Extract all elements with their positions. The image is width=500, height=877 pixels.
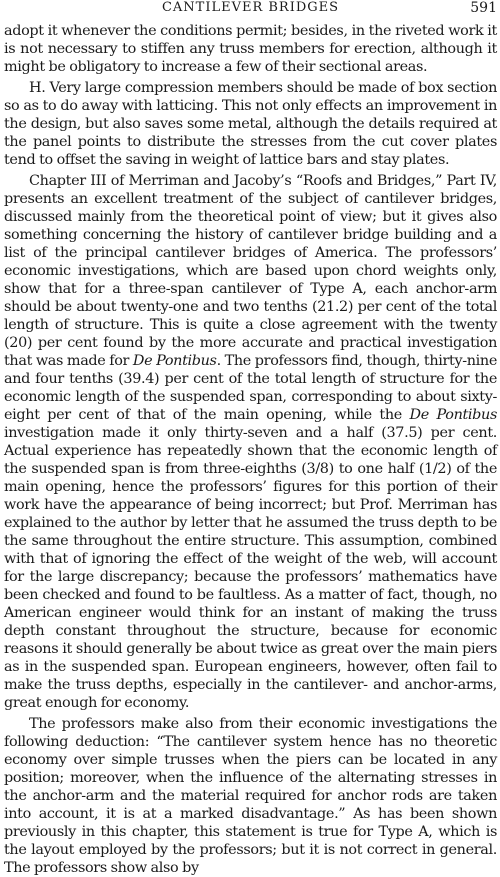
text-run: adopt it whenever the conditions permit; besides, in the riveted work it is not necessary to stiffen any truss members for erection, although it might be obligatory to increase a few of their sectional areas. (4, 23, 497, 75)
paragraph-continued-paragraph (4, 22, 497, 76)
text-run: investigation made it only thirty-seven and a half (37.5) per cent. Actual experience has repeatedly shown that the economic length of the suspended span is from three-eighths (3/8) to one half (1/2) of the main opening, hence the professors’ figures for this portion of their work have the appearance of being incorrect; but Prof. Merriman has explained to the author by letter that he assumed the truss depth to be the same throughout the entire structure. This assumption, combined with that of ignoring the effect of the weight of the web, will account for the large discrepancy; because the professors’ mathematics have been checked and found to be faultless. As a matter of fact, though, no American engineer would think for an instant of making the truss depth constant throughout the structure, because for economic reasons it should generally be about twice as great over the main piers as in the suspended span. European engineers, however, often fail to make the truss depths, especially in the cantilever- and anchor-arms, great enough for economy. (4, 425, 497, 711)
text-run: The professors make also from their economic investigations the following deduction: “The cantilever system hence has no theoretic economy over simple trusses when the piers can be located in any position; moreover, when the influence of the alternating stresses in the anchor-arm and the material required for anchor rods are taken into account, it is at a marked disadvantage.” As has been shown previously in this chapter, this statement is true for Type A, which is the layout employed by the professors; but it is not correct in general. The professors show also by (4, 716, 497, 876)
page-number: 591 (470, 0, 497, 16)
text-run: . The professors find, though, thirty-nine and four tenths (39.4) per cent of the total length of structure for the economic length of the suspended span, corresponding to about sixty-eight per cent of that of the main opening, while the (4, 353, 497, 423)
text-run: Chapter III of Merriman and Jacoby’s “Roofs and Bridges,” Part IV, presents an excellent treatment of the subject of cantilever bridges, discussed mainly from the theoretical point of view; but it gives also something concerning the history of cantilever bridge building and a list of the principal cantilever bridges of America. The professors’ economic investigations, which are based upon chord weights only, show that for a three-span cantilever of Type A, each anchor-arm should be about twenty-one and two tenths (21.2) per cent of the total length of structure. This is quite a close agreement with the twenty (20) per cent found by the more accurate and practical investigation that was made for (4, 173, 497, 369)
paragraph-paragraph-merriman (4, 172, 497, 712)
body-text (4, 22, 497, 877)
running-title: CANTILEVER BRIDGES (161, 0, 340, 15)
text-run: H. Very large compression members should be made of box section so as to do away with latticing. This not only effects an improvement in the design, but also saves some metal, although the details required at the panel points to distribute the stresses from the cut cover plates tend to offset the saving in weight of lattice bars and stay plates. (4, 80, 497, 168)
italic-title: De Pontibus (132, 353, 217, 369)
italic-title: De Pontibus (409, 407, 497, 423)
running-header (4, 0, 497, 22)
paragraph-paragraph-h (4, 79, 497, 169)
